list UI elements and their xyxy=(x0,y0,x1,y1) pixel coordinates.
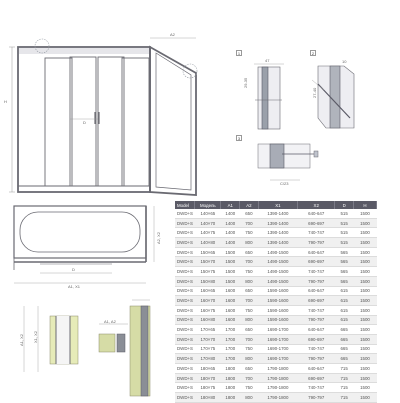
cell-a2: 700 xyxy=(240,218,259,228)
cell-x1: 1490-1500 xyxy=(258,257,297,267)
top-rail xyxy=(19,48,149,54)
cell-model: DWD+S xyxy=(175,315,195,325)
detail-2-b-label: 27-40 xyxy=(312,87,317,98)
cell-h: 1500 xyxy=(353,344,376,354)
bathtub-outline xyxy=(14,206,146,258)
height-dimension-label: H xyxy=(4,99,7,104)
cell-x1: 1590-1600 xyxy=(258,296,297,306)
detail-3-badge: 3 xyxy=(237,136,241,141)
cell-a1: 1700 xyxy=(221,344,240,354)
column-header-model: Model xyxy=(175,201,195,209)
cell-a1: 1600 xyxy=(221,315,240,325)
table-row xyxy=(175,334,377,344)
cell-a2: 800 xyxy=(240,315,259,325)
detail-3-drawing xyxy=(258,144,318,180)
cell-x2: 690-697 xyxy=(298,257,335,267)
cell-h: 1500 xyxy=(353,238,376,248)
cell-size: 180×80 xyxy=(195,393,221,403)
cell-a1: 1600 xyxy=(221,305,240,315)
cell-h: 1500 xyxy=(353,325,376,335)
cell-model: DWD+S xyxy=(175,305,195,315)
cell-model: DWD+S xyxy=(175,296,195,306)
cell-x1: 1590-1600 xyxy=(258,315,297,325)
cell-h: 1500 xyxy=(353,383,376,393)
cell-a2: 800 xyxy=(240,354,259,364)
cell-a1: 1800 xyxy=(221,364,240,374)
cell-x2: 740-747 xyxy=(298,305,335,315)
table-row xyxy=(175,325,377,335)
column-header-x2: X2 xyxy=(298,201,335,209)
cell-a2: 750 xyxy=(240,228,259,238)
cell-h: 1500 xyxy=(353,286,376,296)
table-row xyxy=(175,393,377,403)
cell-size: 140×65 xyxy=(195,209,221,218)
side-panel xyxy=(150,47,196,195)
cell-a1: 1600 xyxy=(221,286,240,296)
cell-h: 1500 xyxy=(353,218,376,228)
cell-x2: 640-647 xyxy=(298,325,335,335)
bathtub-top-view xyxy=(14,206,154,283)
cell-x1: 1690-1700 xyxy=(258,344,297,354)
cell-a1: 1500 xyxy=(221,247,240,257)
cell-d: 615 xyxy=(335,315,354,325)
cell-a2: 700 xyxy=(240,373,259,383)
cell-d: 665 xyxy=(335,334,354,344)
cell-a1: 1400 xyxy=(221,218,240,228)
cell-size: 160×75 xyxy=(195,305,221,315)
cell-x2: 640-647 xyxy=(298,209,335,218)
cell-model: DWD+S xyxy=(175,257,195,267)
cell-a1: 1400 xyxy=(221,238,240,248)
cell-a1: 1500 xyxy=(221,267,240,277)
cell-model: DWD+S xyxy=(175,334,195,344)
cell-a1: 1800 xyxy=(221,383,240,393)
cell-d: 515 xyxy=(335,238,354,248)
cell-a1: 1700 xyxy=(221,354,240,364)
cell-d: 665 xyxy=(335,344,354,354)
cell-x1: 1790-1800 xyxy=(258,373,297,383)
enclosure-front-view xyxy=(9,38,197,195)
cell-size: 170×75 xyxy=(195,344,221,354)
cell-size: 140×80 xyxy=(195,238,221,248)
cell-model: DWD+S xyxy=(175,228,195,238)
cell-a1: 1700 xyxy=(221,325,240,335)
cell-x1: 1690-1700 xyxy=(258,334,297,344)
cell-x1: 1490-1500 xyxy=(258,247,297,257)
table-row xyxy=(175,267,377,277)
side-panel-inner xyxy=(156,53,191,190)
table-row xyxy=(175,209,377,218)
cell-x2: 790-797 xyxy=(298,315,335,325)
cell-model: DWD+S xyxy=(175,247,195,257)
table-row xyxy=(175,286,377,296)
table-row xyxy=(175,296,377,306)
cell-h: 1500 xyxy=(353,305,376,315)
cell-a1: 1500 xyxy=(221,257,240,267)
cell-a2: 800 xyxy=(240,276,259,286)
table-row xyxy=(175,344,377,354)
cell-a1: 1700 xyxy=(221,334,240,344)
cell-h: 1500 xyxy=(353,228,376,238)
cell-a2: 750 xyxy=(240,344,259,354)
cell-x2: 790-797 xyxy=(298,238,335,248)
cell-h: 1500 xyxy=(353,373,376,383)
cell-model: DWD+S xyxy=(175,383,195,393)
cell-d: 715 xyxy=(335,364,354,374)
a2-top-label: A2 xyxy=(170,32,175,37)
cell-size: 180×75 xyxy=(195,383,221,393)
cell-d: 665 xyxy=(335,325,354,335)
tub-a1-label: A1, X1 xyxy=(68,284,81,289)
cell-size: 140×75 xyxy=(195,228,221,238)
bathtub-basin xyxy=(20,212,140,252)
cell-x1: 1790-1800 xyxy=(258,364,297,374)
detail-1-wall xyxy=(258,67,280,129)
cell-x1: 1690-1700 xyxy=(258,325,297,335)
cell-d: 565 xyxy=(335,247,354,257)
cell-size: 150×65 xyxy=(195,247,221,257)
cell-h: 1500 xyxy=(353,334,376,344)
cell-x2: 640-647 xyxy=(298,247,335,257)
cell-a2: 800 xyxy=(240,393,259,403)
cell-a2: 650 xyxy=(240,209,259,218)
cell-x2: 790-797 xyxy=(298,276,335,286)
cell-size: 160×65 xyxy=(195,286,221,296)
cell-model: DWD+S xyxy=(175,325,195,335)
cell-x1: 1390-1400 xyxy=(258,228,297,238)
cell-h: 1500 xyxy=(353,267,376,277)
table-row xyxy=(175,228,377,238)
cell-d: 565 xyxy=(335,276,354,286)
table-row xyxy=(175,305,377,315)
table-row xyxy=(175,364,377,374)
cell-x2: 790-797 xyxy=(298,393,335,403)
cell-size: 170×70 xyxy=(195,334,221,344)
cell-h: 1500 xyxy=(353,364,376,374)
cell-d: 715 xyxy=(335,373,354,383)
detail-1-badge: 1 xyxy=(237,51,241,56)
profile-right xyxy=(141,306,148,396)
cell-h: 1500 xyxy=(353,276,376,286)
table-row xyxy=(175,383,377,393)
cell-d: 615 xyxy=(335,286,354,296)
cell-x2: 790-797 xyxy=(298,354,335,364)
column-header-d: D xyxy=(335,201,354,209)
cell-size: 150×75 xyxy=(195,267,221,277)
table-row xyxy=(175,354,377,364)
cell-a2: 750 xyxy=(240,383,259,393)
cell-x1: 1590-1600 xyxy=(258,305,297,315)
cell-model: DWD+S xyxy=(175,209,195,218)
cell-d: 715 xyxy=(335,393,354,403)
cell-size: 160×80 xyxy=(195,315,221,325)
cell-h: 1500 xyxy=(353,209,376,218)
door-width-label: D xyxy=(83,120,86,125)
cell-model: DWD+S xyxy=(175,373,195,383)
wall-zone-middle xyxy=(99,334,115,352)
cell-a2: 700 xyxy=(240,257,259,267)
cell-x1: 1390-1400 xyxy=(258,238,297,248)
table-row xyxy=(175,315,377,325)
table-row xyxy=(175,276,377,286)
cell-d: 565 xyxy=(335,267,354,277)
cell-x2: 690-697 xyxy=(298,334,335,344)
detail-1-a2-label: 29-35 xyxy=(243,77,248,88)
column-header-a1: A1 xyxy=(221,201,240,209)
table-row xyxy=(175,257,377,267)
cell-a2: 750 xyxy=(240,305,259,315)
cell-a1: 1800 xyxy=(221,373,240,383)
cell-x2: 690-697 xyxy=(298,218,335,228)
detail-1-drawing xyxy=(254,64,284,129)
column-header-x1: X1 xyxy=(258,201,297,209)
cell-x2: 690-697 xyxy=(298,296,335,306)
tub-a2-label: A2, X2 xyxy=(156,231,161,244)
cell-a1: 1800 xyxy=(221,393,240,403)
detail-2-profile xyxy=(330,66,340,128)
cell-size: 150×80 xyxy=(195,276,221,286)
tub-d-label: D xyxy=(72,267,75,272)
cell-h: 1500 xyxy=(353,315,376,325)
cell-size: 180×70 xyxy=(195,373,221,383)
door-panel-3 xyxy=(98,57,124,186)
table-row xyxy=(175,373,377,383)
cell-h: 1500 xyxy=(353,247,376,257)
table-row xyxy=(175,238,377,248)
cell-size: 150×70 xyxy=(195,257,221,267)
cell-model: DWD+S xyxy=(175,393,195,403)
cell-d: 515 xyxy=(335,228,354,238)
cell-d: 615 xyxy=(335,296,354,306)
cell-size: 170×65 xyxy=(195,325,221,335)
column-header-model-ru: Модель xyxy=(195,201,221,209)
detail-2-badge: 2 xyxy=(311,51,315,56)
cell-size: 160×70 xyxy=(195,296,221,306)
door-panel-4 xyxy=(122,58,149,186)
bottom-middle-label: A1, A2 xyxy=(104,319,116,324)
cell-d: 515 xyxy=(335,209,354,218)
cell-a1: 1500 xyxy=(221,276,240,286)
cell-x2: 740-747 xyxy=(298,383,335,393)
bottom-left-a1-label: A1, X2 xyxy=(19,333,24,346)
cell-size: 180×65 xyxy=(195,364,221,374)
cell-d: 715 xyxy=(335,383,354,393)
cell-d: 565 xyxy=(335,257,354,267)
cell-size: 140×70 xyxy=(195,218,221,228)
cell-a2: 800 xyxy=(240,238,259,248)
cell-x2: 640-647 xyxy=(298,364,335,374)
cell-a2: 750 xyxy=(240,267,259,277)
cell-d: 615 xyxy=(335,305,354,315)
cell-model: DWD+S xyxy=(175,238,195,248)
detail-3-dim-label: C/23 xyxy=(280,181,289,186)
cell-x2: 740-747 xyxy=(298,344,335,354)
door-panel-1 xyxy=(45,58,72,186)
cell-a1: 1400 xyxy=(221,228,240,238)
cell-h: 1500 xyxy=(353,296,376,306)
cell-h: 1500 xyxy=(353,257,376,267)
cell-a2: 650 xyxy=(240,286,259,296)
bottom-left-x1-label: X1, X2 xyxy=(33,330,38,343)
table-header-row xyxy=(175,201,377,209)
cell-x1: 1390-1400 xyxy=(258,218,297,228)
cell-a2: 650 xyxy=(240,325,259,335)
cell-a2: 650 xyxy=(240,247,259,257)
cell-x1: 1790-1800 xyxy=(258,393,297,403)
cell-x1: 1490-1500 xyxy=(258,276,297,286)
cell-a2: 650 xyxy=(240,364,259,374)
cell-x1: 1690-1700 xyxy=(258,354,297,364)
cell-a2: 700 xyxy=(240,334,259,344)
cell-h: 1500 xyxy=(353,354,376,364)
cell-model: DWD+S xyxy=(175,344,195,354)
dimensions-table xyxy=(175,201,377,403)
detail-2-drawing xyxy=(312,66,354,128)
cell-x2: 640-647 xyxy=(298,286,335,296)
profile-middle xyxy=(117,334,125,352)
cell-model: DWD+S xyxy=(175,286,195,296)
column-header-h: H xyxy=(353,201,376,209)
column-header-a2: A2 xyxy=(240,201,259,209)
cell-size: 170×80 xyxy=(195,354,221,364)
cell-x2: 690-697 xyxy=(298,373,335,383)
bottom-views xyxy=(24,300,150,396)
table-row xyxy=(175,218,377,228)
detail-2-dim-label: 10 xyxy=(342,59,347,64)
cell-x1: 1490-1500 xyxy=(258,267,297,277)
cell-d: 515 xyxy=(335,218,354,228)
cell-x1: 1790-1800 xyxy=(258,383,297,393)
detail-1-dim-label: 47 xyxy=(265,58,270,63)
cell-model: DWD+S xyxy=(175,364,195,374)
cell-model: DWD+S xyxy=(175,276,195,286)
cell-model: DWD+S xyxy=(175,267,195,277)
cell-x1: 1390-1400 xyxy=(258,209,297,218)
cell-a1: 1400 xyxy=(221,209,240,218)
cell-a1: 1600 xyxy=(221,296,240,306)
cell-d: 665 xyxy=(335,354,354,364)
detail-3-profile xyxy=(270,144,284,168)
cell-x2: 740-747 xyxy=(298,267,335,277)
cell-x2: 740-747 xyxy=(298,228,335,238)
cell-a2: 700 xyxy=(240,296,259,306)
detail-1-profile xyxy=(262,67,268,129)
cell-h: 1500 xyxy=(353,393,376,403)
cell-model: DWD+S xyxy=(175,354,195,364)
cell-x1: 1590-1600 xyxy=(258,286,297,296)
table-row xyxy=(175,247,377,257)
cell-model: DWD+S xyxy=(175,218,195,228)
